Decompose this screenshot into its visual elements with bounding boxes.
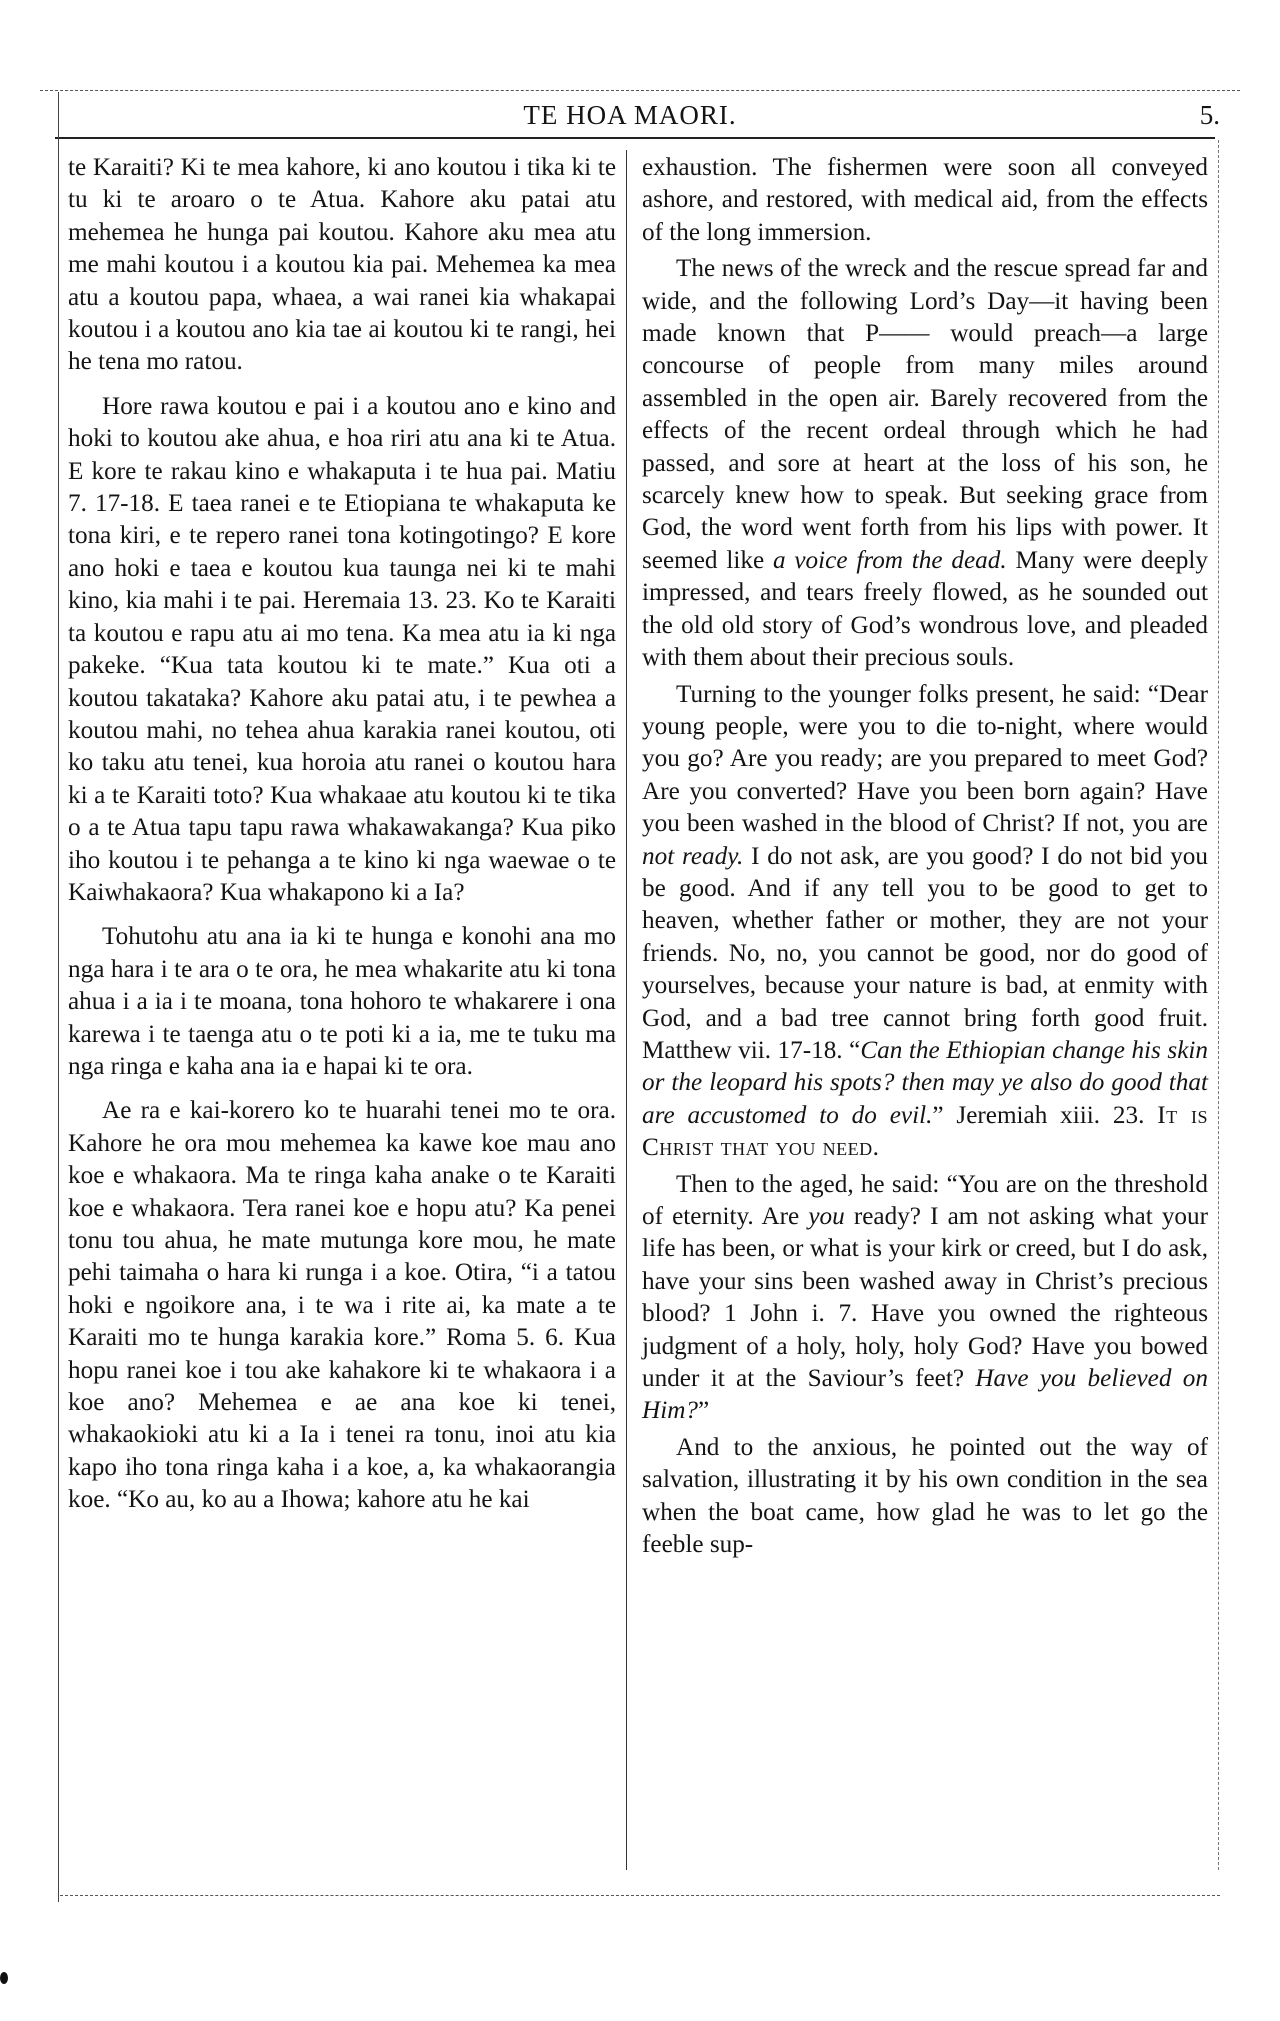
right-column — [642, 152, 1208, 1561]
top-dashed-rule — [40, 90, 1240, 91]
right-paragraph-4-continued: ready? I am not asking what your life has been, or what is your kirk or creed, but I do ask, have your sins been washed away in Christ’s precious blood? 1 John i. 7. Have you owned the righteous judgment of a holy, holy, holy God? Have you bowed under it at the Saviour’s feet? — [642, 1203, 1209, 1393]
ink-blot — [0, 1972, 8, 1984]
right-paragraph-2 — [642, 253, 1208, 674]
left-paragraph-3: Tohutohu atu ana ia ki te hunga e konohi ana mo nga hara i te ara o te ora, he mea whakarite atu ki tona ahua i a ia i te moana, tona hohoro te whakarere i ona karewa i te taenga atu o te poti ki a ia, me te tuku ma nga ringa e kaha ana ia e hapai ki te ora. — [68, 923, 616, 1080]
left-paragraph-4: Ae ra e kai-korero ko te huarahi tenei mo te ora. Kahore he ora mou mehemea ka kawe koe mau ano koe e whakaora. Ma te ringa kaha anake o te Karaiti koe e whakaora. Tera ranei koe e hopu atu? Ka penei tonu tou ahua, he mate mutunga kore mou, he mate pehi taimaha o hara ki runga i a koe. Otira, “i a tatou hoki e ngoikore ana, i te wa i rite ai, ka mate a te Karaiti mo te hunga karakia kore.” Roma 5. 6. Kua hopu ranei koe i tou ake kahakore ki te whakaora i a koe ano? Mehemea e ae ana koe ki tenei, whakaokioki atu ki a Ia i tenei ra tonu, inoi atu kia kapo iho tona ringa kaha i a koe, a, ka whakaorangia koe. “Ko au, ko au a Ihowa; kahore atu he kai — [68, 1097, 616, 1514]
right-paragraph-2-continued: Many were deeply impressed, and tears freely flowed, as he sounded out the old old story of God’s wondrous love, and pleaded with them about their precious souls. — [642, 546, 1208, 672]
right-paragraph-2-italic: a voice from the dead. — [772, 546, 1007, 574]
right-paragraph-4 — [642, 1169, 1208, 1428]
right-paragraph-1: exhaustion. The fishermen were soon all conveyed ashore, and restored, with medical aid, from the effects of the long immersion. — [642, 154, 1208, 246]
right-paragraph-4-italic-you: you — [808, 1203, 845, 1230]
right-paragraph-3-small-caps: It is Christ that you need. — [642, 1101, 1209, 1162]
right-paragraph-3-italic-not-ready: not ready. — [642, 842, 744, 870]
right-paragraph-5: And to the anxious, he pointed out the way of salvation, illustrating it by his own condition in the sea when the boat came, how glad he was to let go the feeble sup- — [642, 1433, 1208, 1559]
left-paragraph-1: te Karaiti? Ki te mea kahore, ki ano koutou i tika ki te tu ki te aroaro o te Atua. Kahore aku patai atu mehemea he hunga pai koutou. Kahore aku mea atu me mahi koutou i a koutou kia pai. Mehemea ka mea atu a koutou papa, whaea, a wai ranei kia whakapai koutou i a koutou ano kia tae ai koutou ki te rangi, hei he tena mo ratou. — [68, 154, 616, 376]
right-paragraph-3-continued: I do not ask, are you good? I do not bid you be good. And if any tell you to be good to get to heaven, whether father or mother, they are not your friends. No, no, you cannot be good, nor do good of yourselves, because your nature is bad, at enmity with God, and a bad tree cannot bring forth good fruit. Matthew vii. 17-18. “ — [642, 842, 1208, 1064]
left-paragraph-2: Hore rawa koutou e pai i a koutou ano e kino and hoki to koutou ake ahua, e hoa riri atu ana ki te Atua. E kore te rakau kino e whakaputa i te hua pai. Matiu 7. 17-18. E taea ranei e te Etiopiana te whakaputa ke tona kiri, e te repero ranei tona kotingotingo? E kore ano hoki e taea e koutou kua taunga nei ki te mahi kino, kia mahi i te pai. Heremaia 13. 23. Ko te Karaiti ta koutou e rapu atu ai mo tena. Ka mea atu ia ki nga pakeke. “Kua tata koutou ki te mate.” Kua oti a koutou takataka? Kahore aku patai atu, i te pewhea a koutou mahi, no tehea ahua karakia ranei koutou, oti ko taku atu tenei, kua horoia atu ranei o koutou hara ki a te Karaiti toto? Kua whakaae atu koutou ki te tika o a te Atua tapu tapu rawa whakawakanga? Kua piko iho koutou i te pehanga a te kino ki nga waewae o te Kaiwhakaora? Kua whakapono ki a Ia? — [68, 392, 616, 906]
right-paragraph-2-text: The news of the wreck and the rescue spread far and wide, and the following Lord’s Day—it having been made known that P—— would preach—a large concourse of people from many miles around assembled in the open air. Barely recovered from the effects of the recent ordeal through which he had passed, and sore at heart at the loss of his son, he scarcely knew how to speak. But seeking grace from God, the word went forth from his lips with power. It seemed like — [642, 255, 1208, 574]
right-paragraph-4-text: Then to the aged, he said: “You are on the threshold of eternity. Are — [642, 1170, 1208, 1230]
page-number: 5. — [1199, 100, 1220, 130]
right-paragraph-3-reference: ” Jeremiah xiii. 23. — [932, 1101, 1145, 1129]
right-paragraph-3 — [642, 679, 1208, 1165]
right-paragraph-4-close-quote: ” — [697, 1397, 710, 1425]
right-paragraph-4-italic-believed: Have you believed on Him? — [642, 1365, 1208, 1425]
right-paragraph-3-italic-quote: Can the Ethiopian change his skin or the leopard his spots? then may ye also do good that are accustomed to do evil. — [642, 1036, 1208, 1129]
page-header — [40, 96, 1220, 136]
left-border-rule — [58, 92, 59, 1902]
page-title: TE HOA MAORI. — [523, 100, 737, 130]
right-paragraph-3-text: Turning to the younger folks present, he said: “Dear young people, were you to die to-night, where would you go? Are you ready; are you prepared to meet God? Are you converted? Have you been born again? Have you been washed in the blood of Christ? If not, you are — [642, 680, 1208, 838]
column-divider — [626, 150, 627, 1870]
left-column — [68, 152, 616, 1517]
bottom-dashed-rule — [60, 1895, 1220, 1896]
header-rule — [55, 137, 1215, 139]
right-border-rule — [1218, 140, 1219, 1870]
